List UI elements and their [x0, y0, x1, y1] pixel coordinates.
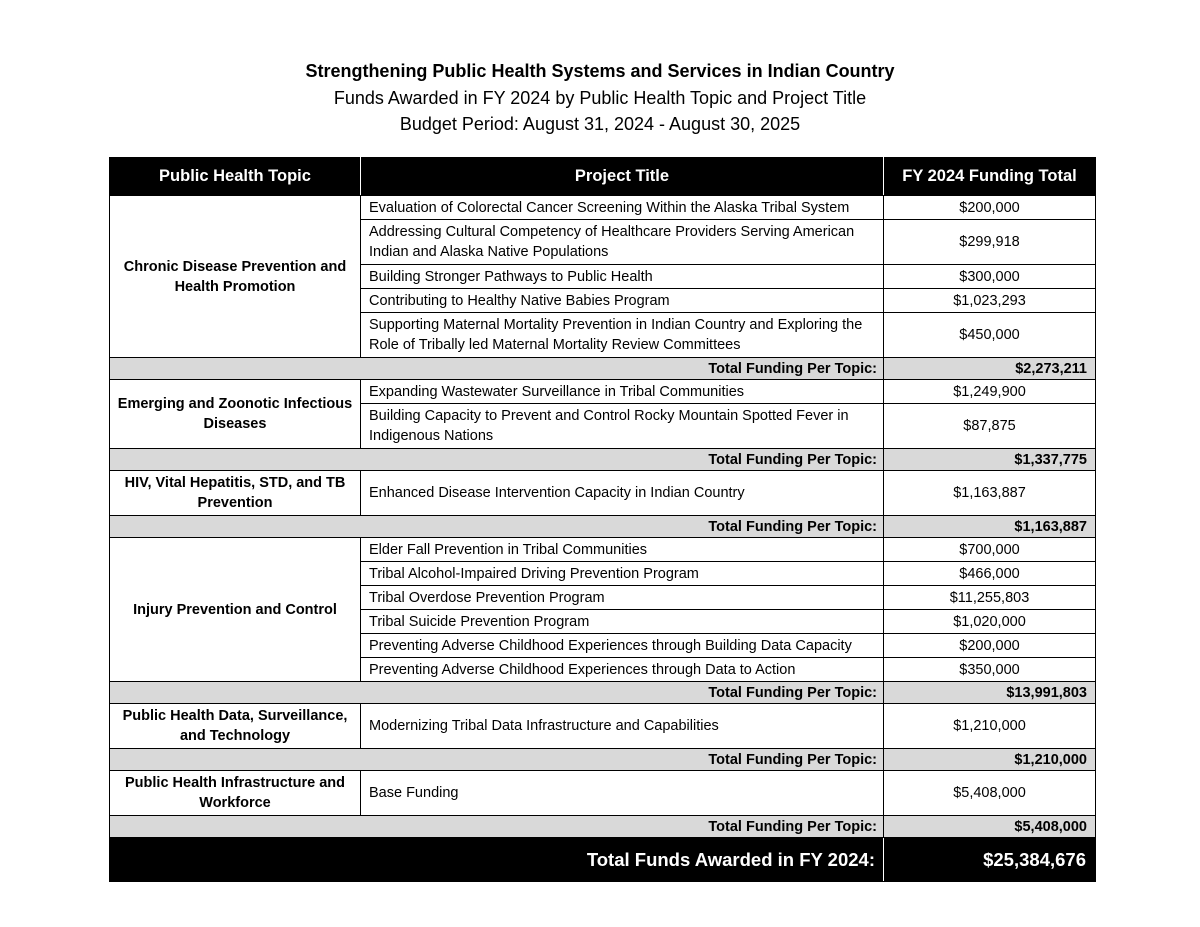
subtotal-value: $13,991,803	[884, 682, 1096, 704]
grand-total-label: Total Funds Awarded in FY 2024:	[110, 838, 884, 882]
subtotal-label: Total Funding Per Topic:	[110, 816, 884, 838]
project-title: Preventing Adverse Childhood Experiences through Data to Action	[361, 658, 884, 682]
topic-cell: HIV, Vital Hepatitis, STD, and TB Prevention	[110, 471, 361, 516]
funding-amount: $1,249,900	[884, 380, 1096, 404]
subtotal-value: $5,408,000	[884, 816, 1096, 838]
project-title: Elder Fall Prevention in Tribal Communities	[361, 538, 884, 562]
funding-amount: $5,408,000	[884, 771, 1096, 816]
funding-amount: $1,163,887	[884, 471, 1096, 516]
subtotal-row	[110, 516, 1096, 538]
project-title: Supporting Maternal Mortality Prevention in Indian Country and Exploring the Role of Tribally led Maternal Mortality Review Committees	[361, 313, 884, 358]
document-subtitle: Funds Awarded in FY 2024 by Public Health Topic and Project Title	[333, 87, 867, 108]
project-title: Evaluation of Colorectal Cancer Screening Within the Alaska Tribal System	[361, 196, 884, 220]
table-row	[110, 538, 1096, 562]
project-title: Tribal Alcohol-Impaired Driving Prevention Program	[361, 562, 884, 586]
project-title: Enhanced Disease Intervention Capacity in Indian Country	[361, 471, 884, 516]
subtotal-value: $2,273,211	[884, 358, 1096, 380]
project-title: Contributing to Healthy Native Babies Program	[361, 289, 884, 313]
funding-amount: $350,000	[884, 658, 1096, 682]
project-title: Base Funding	[361, 771, 884, 816]
subtotal-row	[110, 358, 1096, 380]
table-header-row	[110, 158, 1096, 196]
subtotal-label: Total Funding Per Topic:	[110, 682, 884, 704]
column-header-project: Project Title	[361, 158, 884, 196]
table-row	[110, 471, 1096, 516]
project-title: Modernizing Tribal Data Infrastructure and Capabilities	[361, 704, 884, 749]
topic-cell: Chronic Disease Prevention and Health Promotion	[110, 196, 361, 358]
project-title: Building Capacity to Prevent and Control Rocky Mountain Spotted Fever in Indigenous Nations	[361, 404, 884, 449]
project-title: Preventing Adverse Childhood Experiences through Building Data Capacity	[361, 634, 884, 658]
budget-period: Budget Period: August 31, 2024 - August 30, 2025	[399, 114, 801, 134]
grand-total-row	[110, 838, 1096, 882]
funding-amount: $1,210,000	[884, 704, 1096, 749]
project-title: Addressing Cultural Competency of Healthcare Providers Serving American Indian and Alaska Native Populations	[361, 220, 884, 265]
funding-amount: $1,020,000	[884, 610, 1096, 634]
subtotal-label: Total Funding Per Topic:	[110, 749, 884, 771]
subtotal-row	[110, 682, 1096, 704]
topic-cell: Emerging and Zoonotic Infectious Diseases	[110, 380, 361, 449]
funding-amount: $87,875	[884, 404, 1096, 449]
subtotal-value: $1,163,887	[884, 516, 1096, 538]
funding-amount: $200,000	[884, 634, 1096, 658]
column-header-funding: FY 2024 Funding Total	[884, 158, 1096, 196]
funding-amount: $11,255,803	[884, 586, 1096, 610]
subtotal-row	[110, 816, 1096, 838]
funding-table	[109, 157, 1096, 882]
topic-cell: Public Health Data, Surveillance, and Technology	[110, 704, 361, 749]
funding-amount: $700,000	[884, 538, 1096, 562]
funding-amount: $1,023,293	[884, 289, 1096, 313]
subtotal-row	[110, 449, 1096, 471]
table-row	[110, 380, 1096, 404]
funding-amount: $466,000	[884, 562, 1096, 586]
project-title: Tribal Suicide Prevention Program	[361, 610, 884, 634]
funding-amount: $450,000	[884, 313, 1096, 358]
subtotal-label: Total Funding Per Topic:	[110, 358, 884, 380]
column-header-topic: Public Health Topic	[110, 158, 361, 196]
funding-amount: $300,000	[884, 265, 1096, 289]
project-title: Tribal Overdose Prevention Program	[361, 586, 884, 610]
grand-total-value: $25,384,676	[884, 838, 1096, 882]
project-title: Building Stronger Pathways to Public Health	[361, 265, 884, 289]
document-title: Strengthening Public Health Systems and Services in Indian Country	[305, 61, 895, 81]
topic-cell: Injury Prevention and Control	[110, 538, 361, 682]
document-header	[0, 58, 1200, 138]
table-row	[110, 196, 1096, 220]
subtotal-value: $1,210,000	[884, 749, 1096, 771]
funding-amount: $200,000	[884, 196, 1096, 220]
subtotal-label: Total Funding Per Topic:	[110, 516, 884, 538]
project-title: Expanding Wastewater Surveillance in Tribal Communities	[361, 380, 884, 404]
table-row	[110, 704, 1096, 749]
topic-cell: Public Health Infrastructure and Workforce	[110, 771, 361, 816]
funding-amount: $299,918	[884, 220, 1096, 265]
subtotal-label: Total Funding Per Topic:	[110, 449, 884, 471]
table-row	[110, 771, 1096, 816]
subtotal-row	[110, 749, 1096, 771]
subtotal-value: $1,337,775	[884, 449, 1096, 471]
